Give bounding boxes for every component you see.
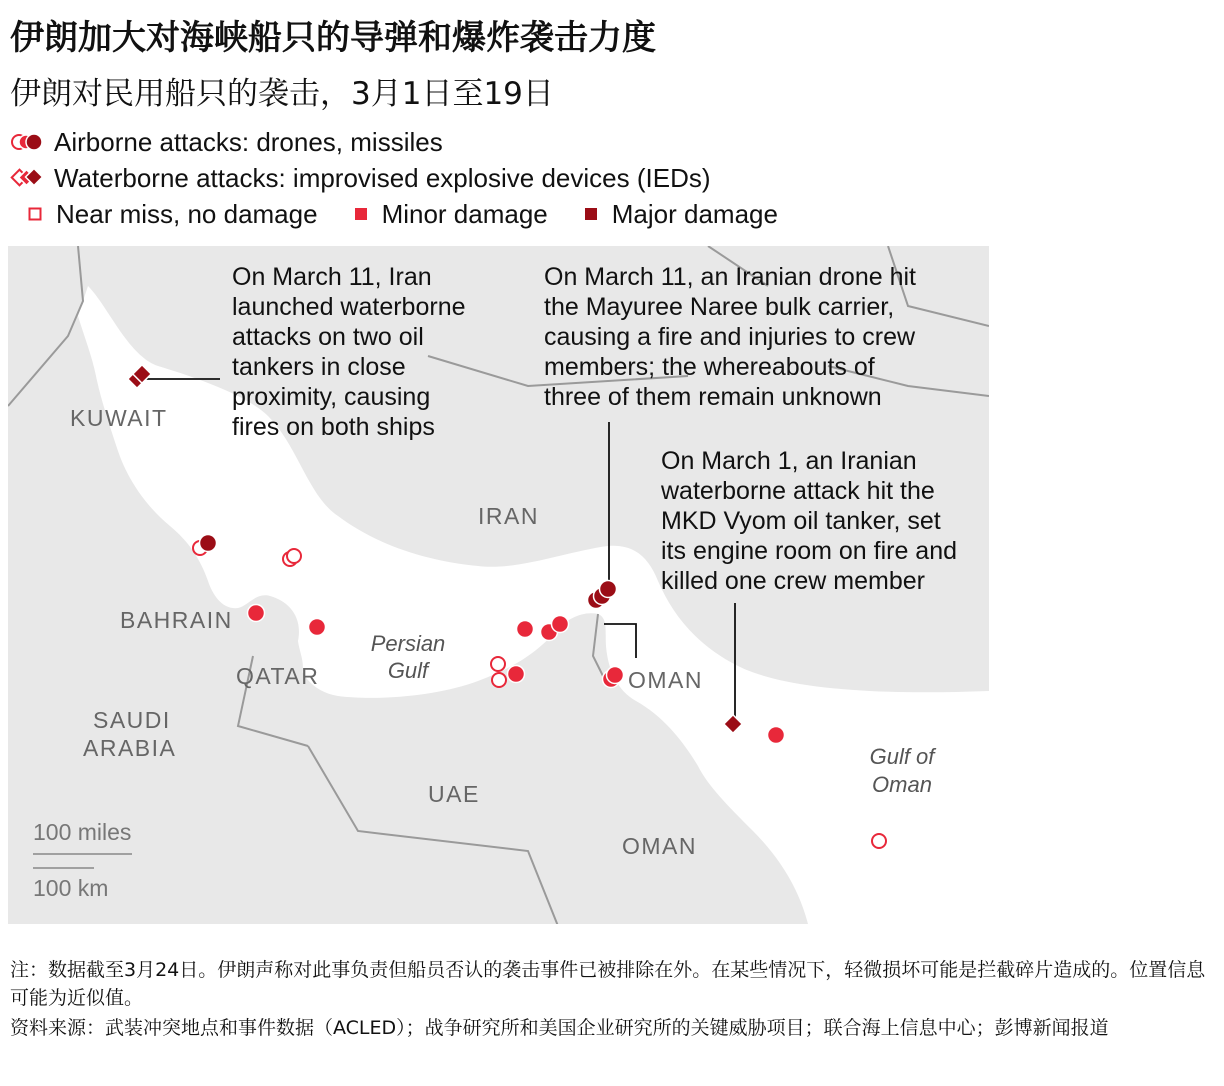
label-oman-north: OMAN <box>628 667 703 693</box>
airborne-incident-marker <box>492 673 506 687</box>
annotation-kuwait-line: On March 11, Iran <box>232 263 432 291</box>
label-gulf-of-oman-2: Oman <box>872 772 932 797</box>
annotation-hormuz-line: the Mayuree Naree bulk carrier, <box>544 293 895 321</box>
map <box>8 246 989 924</box>
annotation-hormuz <box>544 263 916 411</box>
airborne-incident-marker <box>600 581 617 598</box>
airborne-marker-icon <box>10 131 44 153</box>
chart-subtitle: 伊朗对民用船只的袭击，3月1日至19日 <box>10 76 554 112</box>
annotation-hormuz-line: three of them remain unknown <box>544 383 882 411</box>
label-saudi-1: SAUDI <box>93 707 171 733</box>
annotation-kuwait-line: tankers in close <box>232 353 406 381</box>
annotation-kuwait-line: proximity, causing <box>232 383 431 411</box>
airborne-incident-marker <box>309 619 326 636</box>
scale-km: 100 km <box>33 875 109 901</box>
airborne-incident-marker <box>768 727 785 744</box>
airborne-incident-marker <box>517 621 534 638</box>
footer-source: 资料来源：武装冲突地点和事件数据（ACLED）；战争研究所和美国企业研究所的关键威胁项目；联合海上信息中心；彭博新闻报道 <box>10 1017 1109 1039</box>
airborne-incident-marker <box>552 616 569 633</box>
label-gulf-of-oman-1: Gulf of <box>869 744 935 769</box>
airborne-incident-marker <box>508 666 525 683</box>
label-persian-gulf-2: Gulf <box>387 658 429 683</box>
legend-major-label: Major damage <box>611 198 778 229</box>
chart-title: 伊朗加大对海峡船只的导弹和爆炸袭击力度 <box>10 18 656 58</box>
annotation-hormuz-line: members; the whereabouts of <box>544 353 875 381</box>
label-saudi-2: ARABIA <box>83 735 177 761</box>
airborne-incident-marker <box>287 549 301 563</box>
label-qatar: QATAR <box>236 663 320 689</box>
annotation-kuwait-line: attacks on two oil <box>232 323 424 351</box>
map-svg <box>8 246 989 924</box>
annotation-oman-line: killed one crew member <box>661 567 925 595</box>
annotation-oman-line: waterborne attack hit the <box>661 477 935 505</box>
annotation-hormuz-line: On March 11, an Iranian drone hit <box>544 263 916 291</box>
legend-damage <box>28 197 814 231</box>
label-iran: IRAN <box>478 503 539 529</box>
label-oman-south: OMAN <box>622 833 697 859</box>
label-bahrain: BAHRAIN <box>120 607 233 633</box>
near-miss-swatch-icon <box>28 207 42 221</box>
airborne-incident-marker <box>491 657 505 671</box>
label-persian-gulf-1: Persian <box>370 631 446 656</box>
legend-waterborne <box>10 161 711 195</box>
annotation-oman <box>660 447 957 595</box>
legend-major <box>584 199 778 230</box>
annotation-kuwait-line: fires on both ships <box>232 413 435 441</box>
airborne-incident-marker <box>607 667 624 684</box>
major-damage-swatch-icon <box>584 207 598 221</box>
annotation-oman-line: On March 1, an Iranian <box>661 447 917 475</box>
annotation-oman-line: MKD Vyom oil tanker, set <box>661 507 941 535</box>
legend-minor-label: Minor damage <box>381 198 548 229</box>
airborne-incident-marker <box>200 535 217 552</box>
legend-near-miss <box>28 199 318 230</box>
airborne-incident-marker <box>248 605 265 622</box>
annotation-hormuz-line: causing a fire and injuries to crew <box>544 323 916 351</box>
annotation-kuwait-line: launched waterborne <box>232 293 466 321</box>
scale-miles: 100 miles <box>33 819 132 845</box>
minor-damage-swatch-icon <box>354 207 368 221</box>
label-kuwait: KUWAIT <box>70 405 168 431</box>
legend-waterborne-label: Waterborne attacks: improvised explosive devices (IEDs) <box>54 162 711 193</box>
waterborne-marker-icon <box>10 167 44 189</box>
label-uae: UAE <box>428 781 480 807</box>
legend-airborne-label: Airborne attacks: drones, missiles <box>54 126 443 157</box>
footer-note: 注：数据截至3月24日。伊朗声称对此事负责但船员否认的袭击事件已被排除在外。在某些情况下，轻微损坏可能是拦截碎片造成的。位置信息可能为近似值。 <box>10 959 1206 1009</box>
legend-airborne <box>10 125 443 159</box>
legend-minor <box>354 199 548 230</box>
legend-near-miss-label: Near miss, no damage <box>56 198 318 229</box>
airborne-incident-marker <box>872 834 886 848</box>
annotation-oman-line: its engine room on fire and <box>661 537 958 565</box>
